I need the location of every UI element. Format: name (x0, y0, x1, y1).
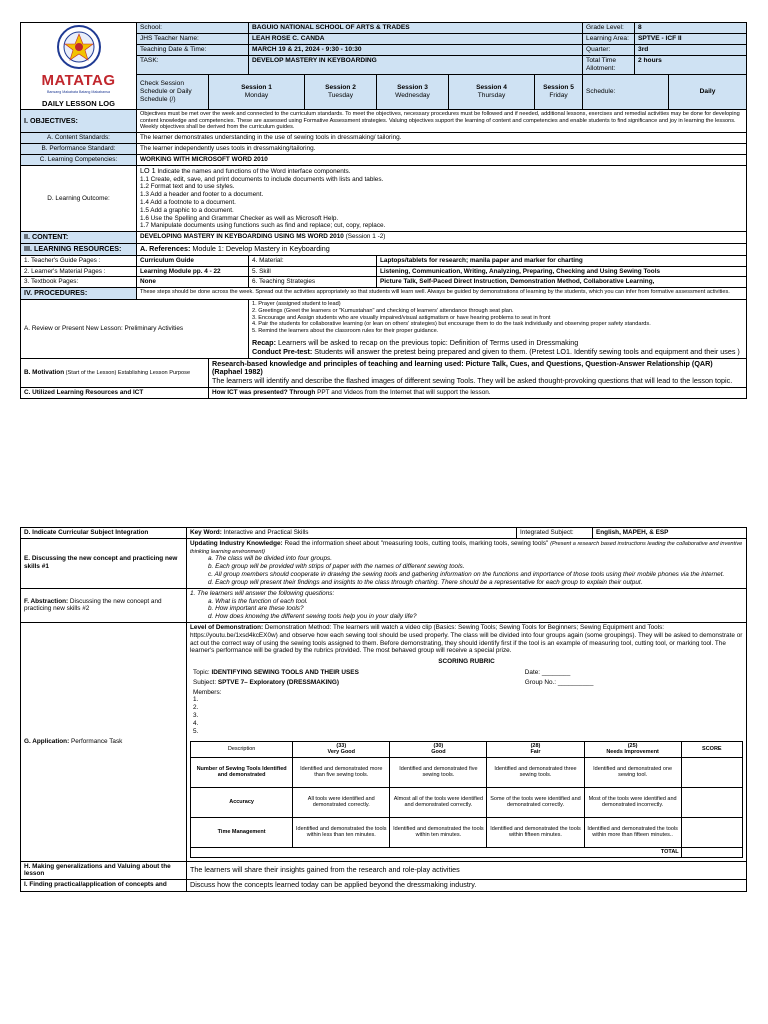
rubric-table (190, 741, 743, 858)
resource-key: 3. Textbook Pages: (21, 277, 137, 288)
session-1: Session 1 Monday (209, 75, 305, 110)
list-item: b. Each group will be provided with strips of paper with the names of different sewing tools. (208, 563, 465, 571)
resource-value: Picture Talk, Self-Paced Direct Instruction, Demonstration Method, Collaborative Learning, (377, 277, 747, 288)
ict-label: C. Utilized Learning Resources and ICT (21, 387, 209, 398)
rubric-criterion: Accuracy (191, 787, 293, 817)
integrated-subject-label: Integrated Subject: (517, 528, 593, 539)
resource-key: 2. Learner's Material Pages : (21, 266, 137, 277)
school-label: School: (137, 23, 249, 34)
resource-key: 1. Teacher's Guide Pages : (21, 255, 137, 266)
content-label: II. CONTENT: (21, 232, 137, 244)
rubric-header-description: Description (191, 741, 293, 757)
list-item: 1.2 Format text and to use styles. (140, 183, 235, 191)
rubric-header-needs-improvement: (25) Needs Improvement (584, 741, 681, 757)
area-value: SPTVE - ICF II (635, 34, 747, 45)
rubric-cell: Most of the tools were identified and demonstrated incorrectly. (584, 787, 681, 817)
dll-title: DAILY LESSON LOG (42, 98, 115, 108)
key-word: Key Word: Interactive and Practical Skills (187, 528, 517, 539)
rubric-header-very-good: (33) Very Good (293, 741, 390, 757)
list-item: c. All group members should cooperate in drawing the sewing tools and gathering information on the functions and importance of those tools using their mobile phones via the internet. (208, 571, 725, 579)
lesson-log-page-2 (20, 527, 746, 892)
performance-standard-text: The learner independently uses tools in dressmaking/tailoring. (137, 144, 747, 155)
learning-outcome-text: LO 1 Indicate the names and functions of the Word interface components. 1.1 Create, edit, save, and print documents to include documents with lists and tables. 1.2 Format text and to use styles. 1.3 Add a header and footer to a document. 1.4 Add a footnote to a document. 1.5 Add a graphic to a document. 1.6 Use the Spelling and Grammar Checker as well as Microsoft Help. 1.7 Manipulate documents using functions such as find and replace; cut, copy, replace. (137, 165, 747, 232)
resource-key: 6. Teaching Strategies (249, 277, 377, 288)
lesson-log-table-2 (20, 527, 747, 892)
session-4: Session 4 Thursday (449, 75, 535, 110)
resource-key: 5. Skill (249, 266, 377, 277)
list-item: 2. Greetings (Greet the learners or "Kumustahan" and checking of learners' attendance through seat plan. (252, 307, 514, 314)
question-list (190, 598, 743, 621)
objectives-label: I. OBJECTIVES: (21, 109, 137, 132)
abstraction-content: 1. The learners will answer the following questions: a. What is the function of each tool. b. How important are these tools? d. How does knowing the different sewing tools help you in your daily life? (187, 588, 747, 622)
resource-value: None (137, 277, 249, 288)
rubric-date: Date: ________ (524, 669, 571, 676)
integration-label: D. Indicate Curricular Subject Integration (21, 528, 187, 539)
rubric-cell: All tools were identified and demonstrated correctly. (293, 787, 390, 817)
rubric-subject: Subject: SPTVE 7– Exploratory (DRESSMAKING) (193, 678, 339, 686)
list-item: 1.4 Add a footnote to a document. (140, 198, 236, 206)
practical-application-text: Discuss how the concepts learned today can be applied beyond the dressmaking industry. (187, 880, 747, 892)
quarter-label: Quarter: (583, 45, 635, 56)
teacher-value: LEAH ROSE C. CANDA (249, 34, 583, 45)
logo-tagline: Bansang Makabata Batang Makabansa (47, 90, 110, 95)
list-item: 1.3 Add a header and footer to a document. (140, 191, 264, 199)
quarter-value: 3rd (635, 45, 747, 56)
content-standards-label: A. Content Standards: (21, 133, 137, 144)
list-item: 1. Prayer (assigned student to lead) (252, 300, 341, 307)
preliminary-list (252, 301, 743, 335)
lesson-log-table (20, 22, 747, 399)
school-value: BAGUIO NATIONAL SCHOOL OF ARTS & TRADES (249, 23, 583, 34)
session-3: Session 3 Wednesday (377, 75, 449, 110)
content-text: DEVELOPING MASTERY IN KEYBOARDING USING MS WORD 2010 (Session 1 -2) (137, 232, 747, 244)
date-label: Teaching Date & Time: (137, 45, 249, 56)
rubric-cell: Identified and demonstrated the tools within ten minutes. (390, 817, 487, 847)
area-label: Learning Area: (583, 34, 635, 45)
procedures-label: IV. PROCEDURES: (21, 288, 137, 300)
rubric-score-cell[interactable] (681, 817, 742, 847)
rubric-total-cell[interactable] (681, 847, 742, 857)
pretest: Conduct Pre-test: Students will answer the pretest being prepared and given to them. (Pretest LO1. Identify sewing tools and equipment and their uses ) (252, 346, 740, 356)
rubric-score-cell[interactable] (681, 757, 742, 787)
rubric-title: SCORING RUBRIC (438, 658, 495, 666)
list-item: a. The class will be divided into four groups. (208, 555, 332, 563)
motivation-content: Research-based knowledge and principles of teaching and learning used: Picture Talk, Cues, and Questions, Question-Answer Relationship (QAR) (Raphael 1982) The learners will identify and describe the flashed images of different sewing Tools. They will be asked thought-provoking questions that will lead to the lesson topic. (209, 358, 747, 387)
rubric-cell: Some of the tools were identified and demonstrated correctly. (487, 787, 584, 817)
application-label: G. Application: Performance Task (21, 622, 187, 861)
abstraction-label: F. Abstraction: Discussing the new concept and practicing new skills #2 (21, 588, 187, 622)
list-item: b. How important are these tools? (208, 605, 304, 613)
list-item: 5. Remind the learners about the classroom rules for their proper guidance. (252, 328, 439, 335)
learning-outcome-label: D. Learning Outcome: (21, 165, 137, 232)
schedule-value: Daily (669, 75, 747, 110)
teacher-label: JHS Teacher Name: (137, 34, 249, 45)
lesson-log-page-1 (20, 22, 746, 399)
deped-seal-icon (56, 24, 102, 70)
motivation-label: B. Motivation (Start of the Lesson) Establishing Lesson Purpose (21, 358, 209, 387)
integrated-subject-value: English, MAPEH, & ESP (593, 528, 747, 539)
resource-value: Laptops/tablets for research; manila paper and marker for charting (377, 255, 747, 266)
rubric-header-fair: (28) Fair (487, 741, 584, 757)
rubric-cell: Identified and demonstrated the tools within fifteen minutes. (487, 817, 584, 847)
rubric-header-good: (30) Good (390, 741, 487, 757)
group-activity-list (190, 555, 743, 586)
content-standards-text: The learner demonstrates understanding in the use of sewing tools in dressmaking/ tailoring. (137, 133, 747, 144)
rubric-header-score: SCORE (681, 741, 742, 757)
rubric-cell: Identified and demonstrated one sewing tool. (584, 757, 681, 787)
resource-value: Learning Module pp. 4 - 22 (137, 266, 249, 277)
rubric-total-label: TOTAL (191, 847, 682, 857)
resource-value: Listening, Communication, Writing, Analyzing, Preparing, Checking and Using Sewing Tools (377, 266, 747, 277)
session-2: Session 2 Tuesday (305, 75, 377, 110)
rubric-cell: Identified and demonstrated five sewing tools. (390, 757, 487, 787)
generalization-label: H. Making generalizations and Valuing about the lesson (21, 861, 187, 880)
application-content: Level of Demonstration: Demonstration Method: The learners will watch a video clip (Basics: Sewing Tools; Sewing Tools for Beginners; Sewing Equipment and Tools: https://youtu.be/1xsd4kcEX0w) and observe how each sewing tool should be used properly. The class will be divided into four groups again (some groupings). They will be asked to demonstrate or act out the correct way of using the sewing tools assigned to them. Before demonstrating, they should identify first if the tool is an example of measuring tool, cutting tool, or marking tool. The learner's performance will be graded by the rubrics provided. The most behaved group will receive a special prize. SCORING RUBRIC Topic: IDENTIFYING SEWING TOOLS AND THEIR USES Date: ________ Subject: SPTVE 7– Exploratory (DRESSMAKING) Group No.: __________ Members: 1. 2. 3. 4. 5. Description (33) Very Good (30) Good (28) Fair (25) Needs Improvement SCORE Number of Sewing Tools Identified and demonstrated Identified and demonstrated more than five sewing tools. Identified and demonstrated five sewing tools. Identified and demonstrated three sewing tools. Identified and demonstrated one sewing tool. Accuracy All tools were identified and demonstrated correctly. Almost all of the tools were identified and demonstrated correctly. Some of the tools were identified and demonstrated correctly. Most of the tools were identified and demonstrated incorrectly. Time Management Identified and demonstrated the tools within less than ten minutes. Identified and demonstrated the tools within ten minutes. Identified and demonstrated the tools within fifteen minutes. Identified and demonstrated the tools within more than fifteen minutes.. TOTAL (187, 622, 747, 861)
list-item: 3. Encourage and Assign students who are visually impaired/visual astigmatism or have hearing problems to seat in front (252, 314, 551, 321)
performance-standard-label: B. Performance Standard: (21, 144, 137, 155)
discussing-content: Updating Industry Knowledge: Read the information sheet about "measuring tools, cutting tools, marking tools, sewing tools" (Present a research based instructions leading the collaborative and inventive thinking learning environment) a. The class will be divided into four groups. b. Each group will be provided with strips of paper with the names of different sewing tools. c. All group members should cooperate in drawing the sewing tools and gathering information on the functions and importance of those tools using their mobile phones via the internet. d. Each group will present their findings and insights to the class through charting. There should be a representative for each group to explain their output. (187, 538, 747, 588)
review-label: A. Review or Present New Lesson: Preliminary Activities (21, 299, 249, 358)
deped-logo-block (21, 23, 137, 110)
rubric-criterion: Number of Sewing Tools Identified and demonstrated (191, 757, 293, 787)
list-item: 1.6 Use the Spelling and Grammar Checker as well as Microsoft Help. (140, 214, 339, 222)
references: A. References: Module 1: Develop Mastery in Keyboarding (137, 243, 747, 255)
generalization-text: The learners will share their insights gained from the research and role-play activities (187, 861, 747, 880)
list-item: d. Each group will present their findings and insights to the class through charting. There should be a representative for each group to explain their output. (208, 578, 643, 586)
recap: Recap: Learners will be asked to recap on the previous topic: Definition of Terms used in Dressmaking (252, 338, 579, 348)
rubric-members: Members: 1. 2. 3. 4. 5. (193, 688, 222, 735)
time-value: 2 hours (635, 56, 747, 75)
task-label: TASK: (137, 56, 249, 75)
schedule-label: Schedule: (583, 75, 669, 110)
list-item: 1.7 Manipulate documents using functions such as find and replace; cut, copy, replace. (140, 222, 386, 230)
outcome-list (140, 176, 743, 231)
procedures-text: These steps should be done across the week. Spread out the activities appropriately so that students will learn well. Always be guided by demonstrations of learning by the students, which you can infer from formative assessment activities. (137, 288, 747, 300)
rubric-cell: Identified and demonstrated three sewing tools. (487, 757, 584, 787)
learning-competencies-text: WORKING WITH MICROSOFT WORD 2010 (137, 154, 747, 165)
rubric-cell: Almost all of the tools were identified and demonstrated correctly. (390, 787, 487, 817)
check-schedule-label: Check Session Schedule or Daily Schedule (/) (137, 75, 209, 110)
grade-value: 8 (635, 23, 747, 34)
review-content (249, 299, 747, 358)
resource-value: Curriculum Guide (137, 255, 249, 266)
list-item: d. How does knowing the different sewing tools help you in your daily life? (208, 613, 417, 621)
rubric-cell: Identified and demonstrated more than five sewing tools. (293, 757, 390, 787)
practical-application-label: I. Finding practical/application of concepts and (21, 880, 187, 892)
task-value: DEVELOP MASTERY IN KEYBOARDING (249, 56, 583, 75)
learning-competencies-label: C. Learning Competencies: (21, 154, 137, 165)
rubric-cell: Identified and demonstrated the tools within more than fifteen minutes.. (584, 817, 681, 847)
rubric-group: Group No.: __________ (524, 678, 594, 686)
resource-key: 4. Material: (249, 255, 377, 266)
matatag-logo: MATATAG (41, 72, 116, 89)
grade-label: Grade Level: (583, 23, 635, 34)
rubric-topic: Topic: IDENTIFYING SEWING TOOLS AND THEIR USES (193, 669, 359, 676)
date-value: MARCH 19 & 21, 2024 - 9:30 - 10:30 (249, 45, 583, 56)
list-item: a. What is the function of each tool. (208, 597, 308, 605)
session-5: Session 5 Friday (535, 75, 583, 110)
ict-content: How ICT was presented? Through PPT and Videos from the Internet that will support the lesson. (209, 387, 747, 398)
rubric-cell: Identified and demonstrated the tools within less than ten minutes. (293, 817, 390, 847)
learning-resources-label: III. LEARNING RESOURCES: (21, 243, 137, 255)
rubric-score-cell[interactable] (681, 787, 742, 817)
objectives-text: Objectives must be met over the week and connected to the curriculum standards. To meet the objectives, necessary procedures must be followed and if needed, additional lessons, exercises and remedial activities may be done for developing content knowledge and competencies. These are assessed using Formative Assessment strategies. Valuing objectives support the learning of content and competencies and enable students to find significance and joy in learning the lessons. Weekly objectives shall be derived from the curriculum guides. (137, 109, 747, 132)
list-item: 4. Pair the students for collaborative learning (or lean on others' strategies) but encourage them to do the task individually and observing proper safety standards. (252, 321, 651, 328)
rubric-info (190, 668, 743, 737)
list-item: 1.5 Add a graphic to a document. (140, 206, 234, 214)
time-label: Total Time Allotment: (583, 56, 635, 75)
list-item: 1.1 Create, edit, save, and print documents to include documents with lists and tables. (140, 175, 384, 183)
discussing-label: E. Discussing the new concept and practicing new skills #1 (21, 538, 187, 588)
rubric-criterion: Time Management (191, 817, 293, 847)
